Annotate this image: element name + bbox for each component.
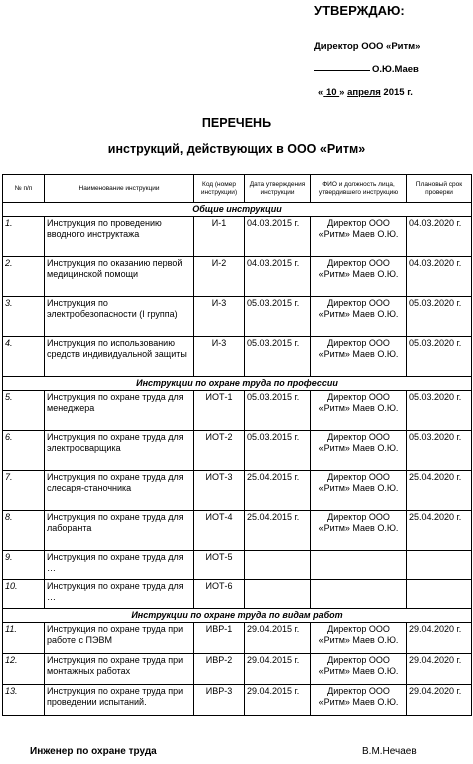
approval-date xyxy=(318,87,413,98)
cell-num: 4. xyxy=(3,337,45,377)
cell-code: ИОТ-3 xyxy=(194,471,245,511)
section-title: Инструкции по охране труда по профессии xyxy=(3,377,472,391)
section-row xyxy=(3,609,472,623)
cell-code: ИВР-1 xyxy=(194,623,245,654)
cell-code: ИОТ-1 xyxy=(194,391,245,431)
header-approver: ФИО и должность лица, утвердившего инструкцию xyxy=(311,175,407,203)
cell-approver xyxy=(311,551,407,580)
footer-name: В.М.Нечаев xyxy=(362,746,417,757)
cell-name: Инструкция по охране труда для … xyxy=(45,580,194,609)
cell-approver: Директор ООО «Ритм» Маев О.Ю. xyxy=(311,654,407,685)
cell-code: ИВР-2 xyxy=(194,654,245,685)
table-row xyxy=(3,217,472,257)
section-title: Инструкции по охране труда по видам работ xyxy=(3,609,472,623)
cell-num: 6. xyxy=(3,431,45,471)
section-title: Общие инструкции xyxy=(3,203,472,217)
cell-name: Инструкция по использованию средств индивидуальной защиты xyxy=(45,337,194,377)
date-open-quote: « xyxy=(318,87,324,98)
cell-approver: Директор ООО «Ритм» Маев О.Ю. xyxy=(311,337,407,377)
cell-approver: Директор ООО «Ритм» Маев О.Ю. xyxy=(311,685,407,716)
cell-code: ИОТ-4 xyxy=(194,511,245,551)
table-row xyxy=(3,685,472,716)
cell-name: Инструкция по электробезопасности (I группа) xyxy=(45,297,194,337)
cell-review: 29.04.2020 г. xyxy=(407,654,472,685)
table-row xyxy=(3,431,472,471)
cell-date: 29.04.2015 г. xyxy=(245,654,311,685)
cell-review xyxy=(407,551,472,580)
table-row xyxy=(3,654,472,685)
cell-num: 5. xyxy=(3,391,45,431)
cell-date: 05.03.2015 г. xyxy=(245,431,311,471)
table-row xyxy=(3,471,472,511)
cell-code: И-3 xyxy=(194,297,245,337)
cell-review: 05.03.2020 г. xyxy=(407,297,472,337)
cell-num: 2. xyxy=(3,257,45,297)
cell-code: ИОТ-5 xyxy=(194,551,245,580)
date-day: 10 xyxy=(325,87,337,98)
cell-date: 04.03.2015 г. xyxy=(245,257,311,297)
cell-name: Инструкция по охране труда при работе с ПЭВМ xyxy=(45,623,194,654)
instructions-table xyxy=(2,174,472,716)
cell-name: Инструкция по охране труда для лаборанта xyxy=(45,511,194,551)
cell-approver: Директор ООО «Ритм» Маев О.Ю. xyxy=(311,391,407,431)
footer-position: Инженер по охране труда xyxy=(30,746,157,757)
date-close-quote: » xyxy=(339,87,345,98)
cell-date: 05.03.2015 г. xyxy=(245,391,311,431)
approval-title: УТВЕРЖДАЮ: xyxy=(314,3,405,18)
cell-review: 25.04.2020 г. xyxy=(407,511,472,551)
section-row xyxy=(3,203,472,217)
cell-approver: Директор ООО «Ритм» Маев О.Ю. xyxy=(311,217,407,257)
header-num: № п/п xyxy=(3,175,45,203)
document-title: ПЕРЕЧЕНЬ xyxy=(201,116,272,130)
cell-date xyxy=(245,551,311,580)
cell-approver: Директор ООО «Ритм» Маев О.Ю. xyxy=(311,511,407,551)
cell-name: Инструкция по охране труда для менеджера xyxy=(45,391,194,431)
table-row xyxy=(3,623,472,654)
cell-review: 29.04.2020 г. xyxy=(407,685,472,716)
cell-num: 13. xyxy=(3,685,45,716)
cell-approver: Директор ООО «Ритм» Маев О.Ю. xyxy=(311,471,407,511)
cell-review: 04.03.2020 г. xyxy=(407,217,472,257)
cell-review: 04.03.2020 г. xyxy=(407,257,472,297)
table-row xyxy=(3,511,472,551)
table-row xyxy=(3,551,472,580)
table-row xyxy=(3,297,472,337)
cell-num: 11. xyxy=(3,623,45,654)
cell-review xyxy=(407,580,472,609)
cell-name: Инструкция по охране труда для электросварщика xyxy=(45,431,194,471)
cell-approver xyxy=(311,580,407,609)
cell-num: 8. xyxy=(3,511,45,551)
cell-name: Инструкция по оказанию первой медицинской помощи xyxy=(45,257,194,297)
cell-date: 04.03.2015 г. xyxy=(245,217,311,257)
table-row xyxy=(3,337,472,377)
cell-code: И-3 xyxy=(194,337,245,377)
approval-position: Директор ООО «Ритм» xyxy=(314,41,421,52)
cell-date: 05.03.2015 г. xyxy=(245,297,311,337)
section-row xyxy=(3,377,472,391)
header-name: Наименование инструкции xyxy=(45,175,194,203)
table-row xyxy=(3,257,472,297)
cell-code: ИОТ-2 xyxy=(194,431,245,471)
header-review: Плановый срок проверки xyxy=(407,175,472,203)
cell-code: И-1 xyxy=(194,217,245,257)
cell-date: 25.04.2015 г. xyxy=(245,471,311,511)
cell-num: 9. xyxy=(3,551,45,580)
cell-approver: Директор ООО «Ритм» Маев О.Ю. xyxy=(311,431,407,471)
header-code: Код (номер инструкции) xyxy=(194,175,245,203)
cell-approver: Директор ООО «Ритм» Маев О.Ю. xyxy=(311,623,407,654)
cell-review: 05.03.2020 г. xyxy=(407,431,472,471)
cell-num: 3. xyxy=(3,297,45,337)
cell-name: Инструкция по охране труда для … xyxy=(45,551,194,580)
cell-num: 10. xyxy=(3,580,45,609)
approval-name: О.Ю.Маев xyxy=(372,64,419,75)
date-month: апреля xyxy=(347,87,381,98)
cell-name: Инструкция по охране труда при монтажных работах xyxy=(45,654,194,685)
cell-date: 29.04.2015 г. xyxy=(245,623,311,654)
document-subtitle: инструкций, действующих в ООО «Ритм» xyxy=(107,142,366,156)
cell-name: Инструкция по охране труда при проведении испытаний. xyxy=(45,685,194,716)
cell-date: 25.04.2015 г. xyxy=(245,511,311,551)
signature-line xyxy=(314,70,370,71)
date-year: 2015 г. xyxy=(383,87,413,98)
cell-date: 05.03.2015 г. xyxy=(245,337,311,377)
table-row xyxy=(3,580,472,609)
cell-approver: Директор ООО «Ритм» Маев О.Ю. xyxy=(311,257,407,297)
cell-review: 25.04.2020 г. xyxy=(407,471,472,511)
cell-num: 7. xyxy=(3,471,45,511)
cell-code: ИВР-3 xyxy=(194,685,245,716)
table-header-row xyxy=(3,175,472,203)
cell-name: Инструкция по охране труда для слесаря-станочника xyxy=(45,471,194,511)
cell-name: Инструкция по проведению вводного инструктажа xyxy=(45,217,194,257)
table-body xyxy=(3,203,472,716)
cell-review: 05.03.2020 г. xyxy=(407,337,472,377)
cell-review: 05.03.2020 г. xyxy=(407,391,472,431)
cell-date: 29.04.2015 г. xyxy=(245,685,311,716)
table-row xyxy=(3,391,472,431)
cell-code: ИОТ-6 xyxy=(194,580,245,609)
cell-code: И-2 xyxy=(194,257,245,297)
cell-num: 12. xyxy=(3,654,45,685)
cell-num: 1. xyxy=(3,217,45,257)
cell-review: 29.04.2020 г. xyxy=(407,623,472,654)
cell-date xyxy=(245,580,311,609)
header-date: Дата утверждения инструкции xyxy=(245,175,311,203)
cell-approver: Директор ООО «Ритм» Маев О.Ю. xyxy=(311,297,407,337)
